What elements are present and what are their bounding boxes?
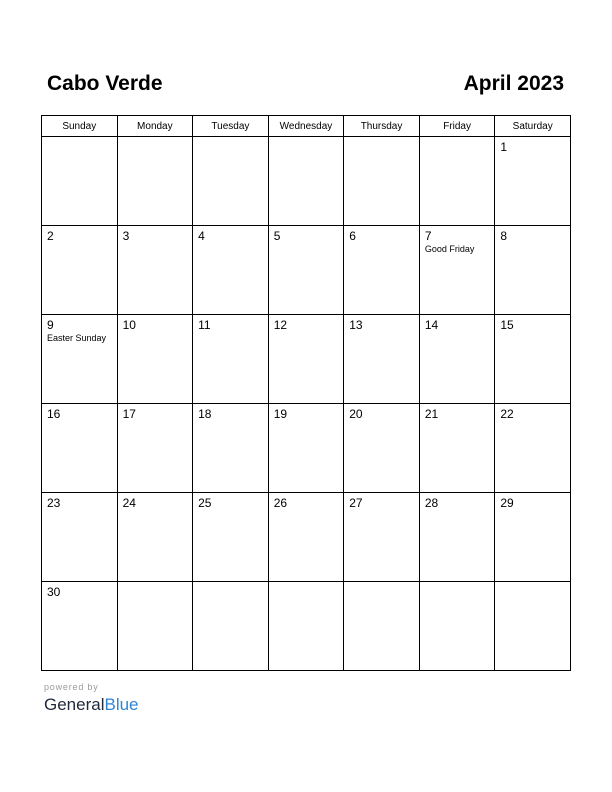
day-cell [419, 226, 495, 315]
day-number: 6 [349, 229, 356, 243]
day-cell [42, 404, 118, 493]
day-number: 25 [198, 496, 212, 510]
day-cell [42, 493, 118, 582]
empty-day-cell [117, 582, 193, 671]
day-cell [42, 226, 118, 315]
day-number: 1 [500, 140, 508, 154]
calendar-week-row [42, 404, 571, 493]
empty-day-cell [42, 137, 118, 226]
day-number: 13 [349, 318, 363, 332]
weekday-header-wednesday: Wednesday [268, 116, 344, 137]
empty-day-cell [419, 582, 495, 671]
day-cell [419, 493, 495, 582]
empty-day-cell [268, 137, 344, 226]
day-number: 18 [198, 407, 212, 421]
day-cell [495, 493, 571, 582]
holiday-label: Easter Sunday [47, 333, 107, 343]
brand-logo[interactable] [44, 695, 139, 715]
day-cell [344, 226, 420, 315]
empty-day-cell [117, 137, 193, 226]
day-cell [117, 315, 193, 404]
day-cell [344, 315, 420, 404]
day-number: 19 [273, 407, 288, 421]
day-number: 22 [500, 407, 514, 421]
day-number: 5 [273, 229, 281, 243]
weekday-header-monday: Monday [117, 116, 193, 137]
empty-day-cell [268, 582, 344, 671]
day-cell [268, 315, 344, 404]
day-number: 16 [47, 407, 61, 421]
day-number: 30 [47, 585, 61, 599]
day-number: 3 [122, 229, 130, 243]
day-number: 2 [47, 229, 54, 243]
day-cell [495, 137, 571, 226]
day-cell [495, 404, 571, 493]
calendar-week-row [42, 226, 571, 315]
day-number: 11 [198, 318, 211, 332]
weekday-header-saturday: Saturday [495, 116, 571, 137]
day-cell [495, 226, 571, 315]
page-title-country: Cabo Verde [47, 72, 163, 95]
holiday-label: Good Friday [424, 244, 475, 254]
day-number: 17 [122, 407, 136, 421]
day-cell [193, 315, 269, 404]
weekday-header-tuesday: Tuesday [193, 116, 269, 137]
day-cell [117, 404, 193, 493]
day-number: 26 [273, 496, 288, 510]
day-number: 4 [198, 229, 205, 243]
day-number: 27 [349, 496, 363, 510]
day-number: 9 [47, 318, 54, 332]
calendar-week-row [42, 582, 571, 671]
day-cell [42, 582, 118, 671]
page-title-month: April 2023 [463, 72, 564, 95]
powered-by-text: powered by [44, 682, 99, 692]
day-cell [117, 226, 193, 315]
calendar-week-row [42, 315, 571, 404]
day-number: 15 [500, 318, 514, 332]
day-number: 10 [122, 318, 136, 332]
day-number: 20 [349, 407, 363, 421]
day-number: 7 [424, 229, 432, 243]
calendar-week-row [42, 493, 571, 582]
day-number: 12 [273, 318, 288, 332]
day-cell [495, 315, 571, 404]
day-cell [117, 493, 193, 582]
day-cell [193, 493, 269, 582]
day-cell [344, 493, 420, 582]
day-cell [344, 404, 420, 493]
calendar-grid [41, 115, 571, 671]
calendar-body [42, 137, 571, 671]
footer-branding [44, 682, 139, 715]
weekday-header-sunday: Sunday [42, 116, 118, 137]
day-number: 14 [424, 318, 439, 332]
day-number: 28 [424, 496, 439, 510]
day-cell [193, 226, 269, 315]
day-cell [268, 404, 344, 493]
empty-day-cell [495, 582, 571, 671]
empty-day-cell [193, 582, 269, 671]
day-number: 24 [122, 496, 136, 510]
weekday-header-row [42, 116, 571, 137]
empty-day-cell [344, 137, 420, 226]
weekday-header-friday: Friday [419, 116, 495, 137]
calendar-week-row [42, 137, 571, 226]
day-cell [42, 315, 118, 404]
day-number: 21 [424, 407, 439, 421]
empty-day-cell [344, 582, 420, 671]
weekday-header-thursday: Thursday [344, 116, 420, 137]
day-number: 23 [47, 496, 61, 510]
day-number: 8 [500, 229, 508, 243]
empty-day-cell [419, 137, 495, 226]
day-cell [268, 226, 344, 315]
day-cell [193, 404, 269, 493]
day-cell [419, 315, 495, 404]
brand-name-blue: Blue [104, 695, 139, 714]
empty-day-cell [193, 137, 269, 226]
day-cell [419, 404, 495, 493]
day-cell [268, 493, 344, 582]
brand-name-general: General [44, 695, 105, 714]
day-number: 29 [500, 496, 514, 510]
